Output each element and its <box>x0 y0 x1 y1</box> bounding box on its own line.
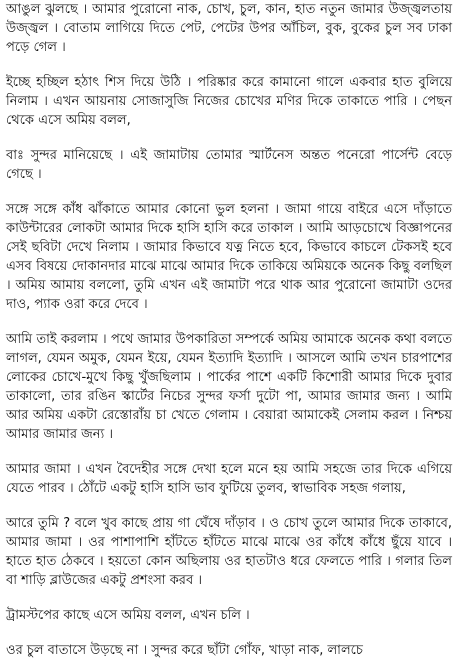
paragraph-1: আঙুল ঝুলছে । আমার পুরোনো নাক, চোখ, চুল, কান, হাত নতুন জামার উজ্জ্বলতায় উজ্জ্বল । বোতাম লাগিয়ে দিতে পেট, পেটের উপর আঁচিল, বুক, বুকের চুল সব ঢাকা পড়ে গেল । <box>6 2 452 55</box>
paragraph-6: আমার জামা । এখন বৈদেহীর সঙ্গে দেখা হলে মনে হয় আমি সহজে তার দিকে এগিয়ে যেতে পারব । ঠোঁটে একটু হাসি হাসি ভাব ফুটিয়ে তুলব, স্বাভাবিক সহজ গলায়, <box>6 462 452 496</box>
paragraph-spacer <box>6 625 452 641</box>
paragraph-2: ইচ্ছে হচ্ছিল হঠাৎ শিস দিয়ে উঠি । পরিষ্কার করে কামানো গালে একবার হাত বুলিয়ে নিলাম । এখন আয়নায় সোজাসুজি নিজের চোখের মণির দিকে তাকাতে পারি । পেছন থেকে এসে অমিয় বলল, <box>6 75 452 128</box>
paragraph-8: ট্রামস্টপের কাছে এসে অমিয় বলল, এখন চলি । <box>6 608 250 623</box>
paragraph-7: আরে তুমি ? বলে খুব কাছে প্রায় গা ঘেঁষে দাঁড়াব । ও চোখ তুলে আমার দিকে তাকাবে, আমার জামা । ওর পাশাপাশি হাঁটতে হাঁটতে মাঝে মাঝে ওর কাঁধে কাঁধে ছুঁয়ে যাবে । হাতে হাত ঠেকবে । হয়তো কোন অছিলায় ওর হাতটাও ধরে ফেলতে পারি । গলার তিল বা শাড়ি ব্লাউজের একটু প্রশংসা করব । <box>6 516 452 588</box>
paragraph-5: আমি তাই করলাম । পথে জামার উপকারিতা সম্পর্কে অমিয় আমাকে অনেক কথা বলতে লাগল, যেমন অমুক, যেমন ইয়ে, যেমন ইত্যাদি ইত্যাদি । আসলে আমি তখন চারপাশের লোকের চোখে-মুখে কিছু খুঁজছিলাম । পার্কের পাশে একটি কিশোরী আমার দিকে দুবার তাকালো, তার রঙিন স্কার্টের নিচের সুন্দর ফর্সা দুটো পা, আমার জামার জন্য । আমি আর অমিয় একটা রেস্তোরাঁয় চা খেতে গেলাম । বেয়ারা আমাকেই সেলাম করল । নিশ্চয় আমার জামার জন্য । <box>6 332 452 442</box>
document-page <box>6 0 452 660</box>
paragraph-spacer <box>6 590 452 606</box>
paragraph-spacer <box>6 130 452 146</box>
paragraph-spacer <box>6 498 452 514</box>
paragraph-spacer <box>6 57 452 73</box>
paragraph-spacer <box>6 184 452 200</box>
paragraph-3: বাঃ সুন্দর মানিয়েছে । এই জামাটায় তোমার স্মার্টনেস অন্তত পনেরো পার্সেন্ট বেড়ে গেছে । <box>6 148 452 182</box>
paragraph-4: সঙ্গে সঙ্গে কাঁধ ঝাঁকাতে আমার কোনো ভুল হলনা । জামা গায়ে বাইরে এসে দাঁড়াতে কাউন্টারের লোকটা আমার দিকে হাসি হাসি করে তাকাল । আমি আড়চোখে বিজ্ঞাপনের সেই ছবিটা দেখে নিলাম । জামার কিভাবে যত্ন নিতে হবে, কিভাবে কাচলে টেকসই হবে এসব বিষয়ে দোকানদার মাঝে মাঝে আমার দিকে তাকিয়ে অমিয়কে অনেক কিছু বলছিল । অমিয় আমায় বললো, তুমি এখন এই জামাটা পরে থাক আর পুরোনো জামাটা ওদের দাও, প্যাক ওরা করে দেবে । <box>6 202 452 312</box>
paragraph-spacer <box>6 444 452 460</box>
paragraph-spacer <box>6 314 452 330</box>
paragraph-9: ওর চুল বাতাসে উড়ছে না । সুন্দর করে ছাঁটা গোঁফ, খাড়া নাক, লালচে <box>6 643 363 658</box>
